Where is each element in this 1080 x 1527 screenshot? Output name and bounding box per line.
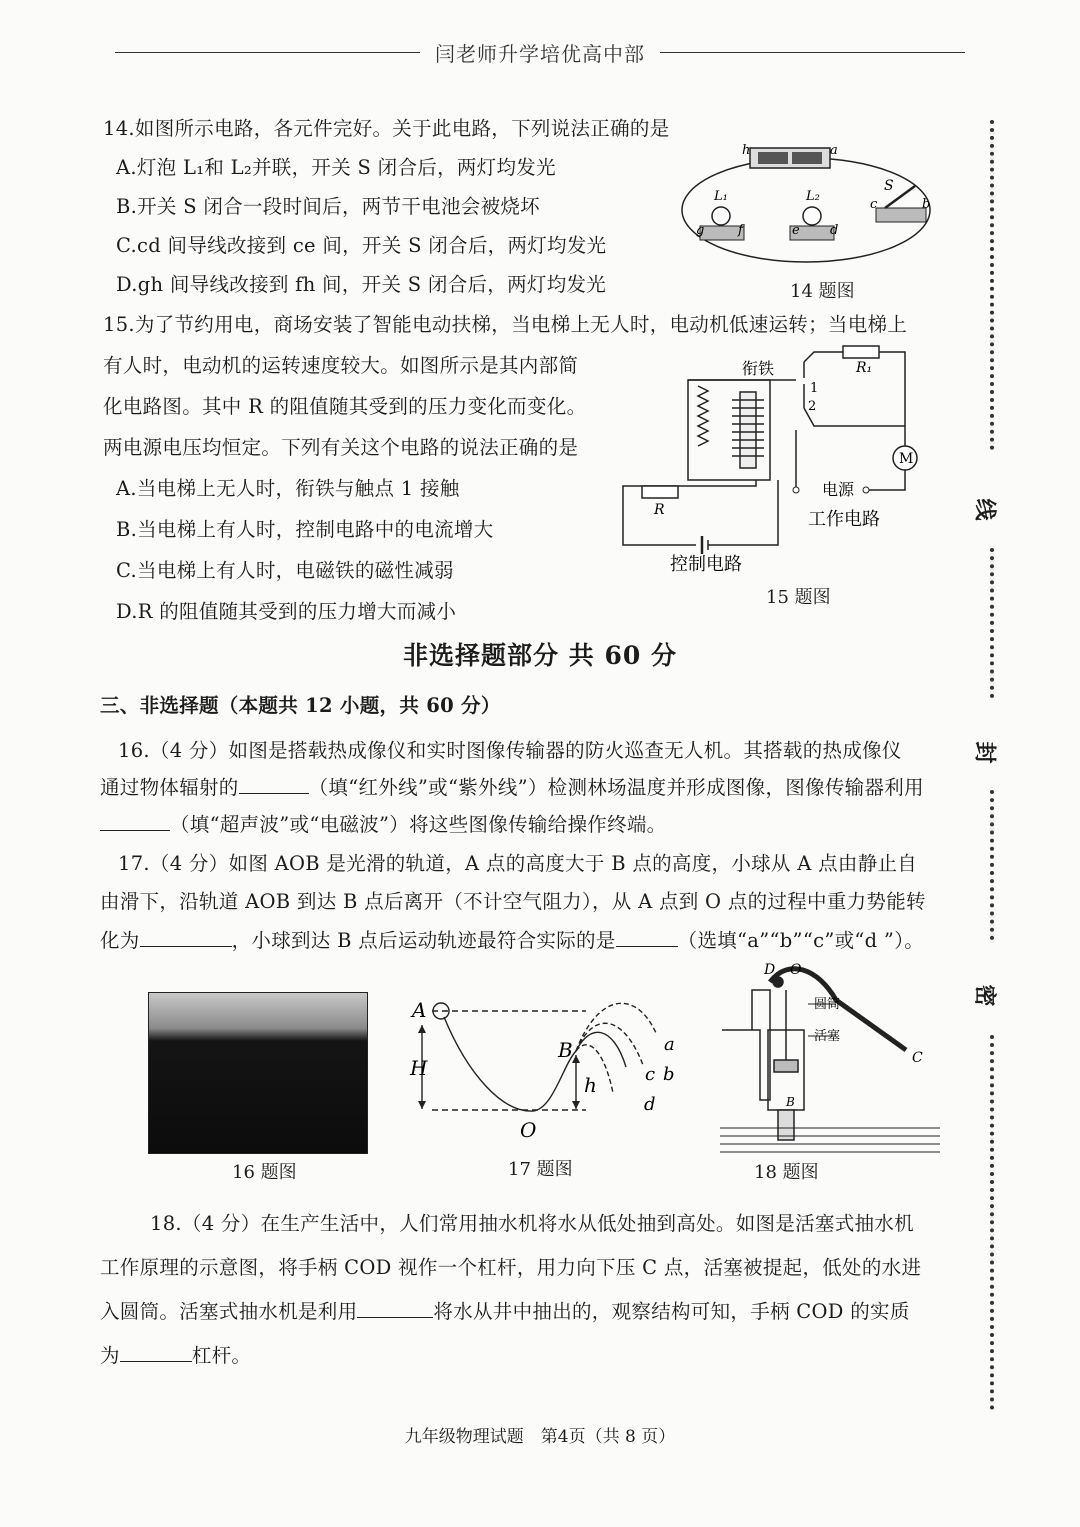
binding-char-seal: 封 bbox=[971, 741, 998, 764]
q18-line-4-end: 杠杆。 bbox=[191, 1344, 252, 1367]
q15-line-1: 15.为了节约用电，商场安装了智能电动扶梯，当电梯上无人时，电动机低速运转；当电梯上 bbox=[103, 313, 908, 336]
q15-option-d: D.R 的阻值随其受到的压力增大而减小 bbox=[116, 600, 457, 623]
binding-char-line: 线 bbox=[971, 498, 998, 521]
q18-line-1: 18.（4 分）在生产生活中，人们常用抽水机将水从低处抽到高处。如图是活塞式抽水机 bbox=[150, 1212, 914, 1235]
q17-line-1: 17.（4 分）如图 AOB 是光滑的轨道，A 点的高度大于 B 点的高度，小球从 A 点由静止自 bbox=[118, 852, 918, 875]
q17-label-height-H: H bbox=[410, 1056, 428, 1080]
q16-line-3-end: （填“超声波”或“电磁波”）将这些图像传输给操作终端。 bbox=[170, 813, 667, 836]
q18-label-b: B bbox=[786, 1095, 795, 1109]
q17-label-path-d: d bbox=[644, 1094, 656, 1115]
q17-label-height-h: h bbox=[584, 1073, 597, 1097]
q16-line-2-end: （填“红外线”或“紫外线”）检测林场温度并形成图像，图像传输器利用 bbox=[308, 776, 924, 799]
q18-label-d: D bbox=[764, 962, 776, 978]
q17-label-o-point: O bbox=[520, 1118, 537, 1142]
section-title: 非选择题部分 共 60 分 bbox=[403, 641, 677, 670]
q18-line-4-start: 为 bbox=[100, 1344, 120, 1367]
q18-line-3-end: 将水从井中抽出的，观察结构可知，手柄 COD 的实质 bbox=[433, 1300, 910, 1323]
q18-caption: 18 题图 bbox=[754, 1162, 819, 1183]
q16-line-1: 16.（4 分）如图是搭载热成像仪和实时图像传输器的防火巡查无人机。其搭载的热成像仪 bbox=[118, 739, 902, 762]
q17-line-2: 由滑下，沿轨道 AOB 到达 B 点后离开（不计空气阻力），从 A 点到 O 点的过程中重力势能转 bbox=[100, 890, 926, 913]
q18-label-o: O bbox=[790, 962, 802, 978]
binding-dots-1 bbox=[990, 120, 998, 450]
binding-dots-2 bbox=[990, 548, 998, 698]
q14-label-g: g bbox=[696, 223, 705, 238]
q17-line-3-mid: ，小球到达 B 点后运动轨迹最符合实际的是 bbox=[231, 929, 616, 952]
q14-option-a: A.灯泡 L₁和 L₂并联，开关 S 闭合后，两灯均发光 bbox=[116, 156, 556, 179]
q17-line-3-start: 化为 bbox=[100, 929, 140, 952]
q15-option-a: A.当电梯上无人时，衔铁与触点 1 接触 bbox=[116, 477, 460, 500]
q14-caption: 14 题图 bbox=[790, 281, 855, 302]
q15-label-contact-2: 2 bbox=[808, 399, 817, 414]
q14-stem: 14.如图所示电路，各元件完好。关于此电路，下列说法正确的是 bbox=[103, 117, 670, 140]
q14-label-c: c bbox=[870, 197, 878, 212]
q17-line-3-end: （选填“a”“b”“c”或“d ”）。 bbox=[677, 929, 925, 952]
q17-label-path-b: b bbox=[663, 1064, 675, 1085]
q17-track-figure bbox=[408, 995, 693, 1145]
q18-line-3-start: 入圆筒。活塞式抽水机是利用 bbox=[100, 1300, 358, 1323]
q16-caption: 16 题图 bbox=[232, 1162, 297, 1183]
q14-circuit-figure bbox=[680, 140, 950, 275]
q15-line-4: 两电源电压均恒定。下列有关这个电路的说法正确的是 bbox=[103, 436, 579, 459]
q15-label-r: R bbox=[654, 502, 665, 518]
q14-label-l1: L₁ bbox=[714, 189, 728, 204]
q14-label-l2: L₂ bbox=[806, 189, 820, 204]
section-heading: 三、非选择题（本题共 12 小题，共 60 分） bbox=[100, 694, 501, 717]
q15-label-control-circuit: 控制电路 bbox=[670, 554, 742, 575]
header-title: 闫老师升学培优高中部 bbox=[0, 38, 1080, 67]
q15-line-3: 化电路图。其中 R 的阻值随其受到的压力变化而变化。 bbox=[103, 395, 587, 418]
q16-blank-2[interactable] bbox=[100, 812, 170, 831]
binding-dots-4 bbox=[990, 1035, 998, 1410]
page-footer: 九年级物理试题 第4页（共 8 页） bbox=[404, 1427, 676, 1447]
q18-label-c: C bbox=[912, 1050, 923, 1066]
q17-line-3 bbox=[100, 925, 924, 953]
q15-caption: 15 题图 bbox=[766, 587, 831, 608]
q14-option-c: C.cd 间导线改接到 ce 间，开关 S 闭合后，两灯均发光 bbox=[116, 234, 607, 257]
q15-option-b: B.当电梯上有人时，控制电路中的电流增大 bbox=[116, 518, 494, 541]
q15-label-r1: R₁ bbox=[856, 360, 873, 376]
q18-pump-figure bbox=[718, 960, 943, 1155]
q14-label-d: d bbox=[830, 223, 839, 238]
q18-blank-2[interactable] bbox=[120, 1343, 192, 1362]
q15-label-armature: 衔铁 bbox=[742, 359, 775, 378]
q18-label-tube: 圆筒 bbox=[814, 997, 841, 1012]
q16-line-2 bbox=[100, 772, 924, 800]
q18-line-3 bbox=[100, 1296, 910, 1324]
q17-label-path-a: a bbox=[664, 1034, 675, 1055]
q14-label-h: h bbox=[742, 143, 751, 158]
q14-option-d: D.gh 间导线改接到 fh 间，开关 S 闭合后，两灯均发光 bbox=[116, 273, 607, 296]
q14-label-e: e bbox=[792, 223, 800, 238]
q17-label-a-point: A bbox=[412, 998, 427, 1022]
q14-label-s: S bbox=[884, 178, 894, 194]
q17-caption: 17 题图 bbox=[508, 1159, 573, 1180]
q15-label-contact-1: 1 bbox=[810, 381, 819, 396]
q15-label-work-circuit: 工作电路 bbox=[808, 509, 880, 530]
q14-label-a: a bbox=[830, 143, 838, 158]
binding-char-secret: 密 bbox=[971, 984, 998, 1007]
q17-blank-2[interactable] bbox=[616, 928, 678, 947]
q15-label-motor: M bbox=[899, 451, 914, 467]
binding-dots-3 bbox=[990, 790, 998, 940]
q16-line-3 bbox=[100, 809, 666, 837]
q18-line-4 bbox=[100, 1340, 251, 1368]
q15-circuit-figure bbox=[618, 340, 918, 575]
q15-option-c: C.当电梯上有人时，电磁铁的磁性减弱 bbox=[116, 559, 454, 582]
q16-photo bbox=[148, 992, 368, 1154]
q17-blank-1[interactable] bbox=[140, 928, 232, 947]
q18-line-2: 工作原理的示意图，将手柄 COD 视作一个杠杆，用力向下压 C 点，活塞被提起，低处的水进 bbox=[100, 1256, 922, 1279]
q17-label-b-point: B bbox=[558, 1038, 573, 1062]
q16-line-2-start: 通过物体辐射的 bbox=[100, 776, 239, 799]
q15-label-power: 电源 bbox=[822, 480, 855, 499]
q18-label-piston: 活塞 bbox=[814, 1029, 841, 1044]
q15-line-2: 有人时，电动机的运转速度较大。如图所示是其内部简 bbox=[103, 354, 579, 377]
q17-label-path-c: c bbox=[645, 1064, 656, 1085]
q14-option-b: B.开关 S 闭合一段时间后，两节干电池会被烧坏 bbox=[116, 195, 540, 218]
q16-blank-1[interactable] bbox=[239, 775, 309, 794]
q18-blank-1[interactable] bbox=[357, 1299, 433, 1318]
q14-label-f: f bbox=[738, 223, 743, 238]
q14-label-b: b bbox=[922, 197, 931, 212]
